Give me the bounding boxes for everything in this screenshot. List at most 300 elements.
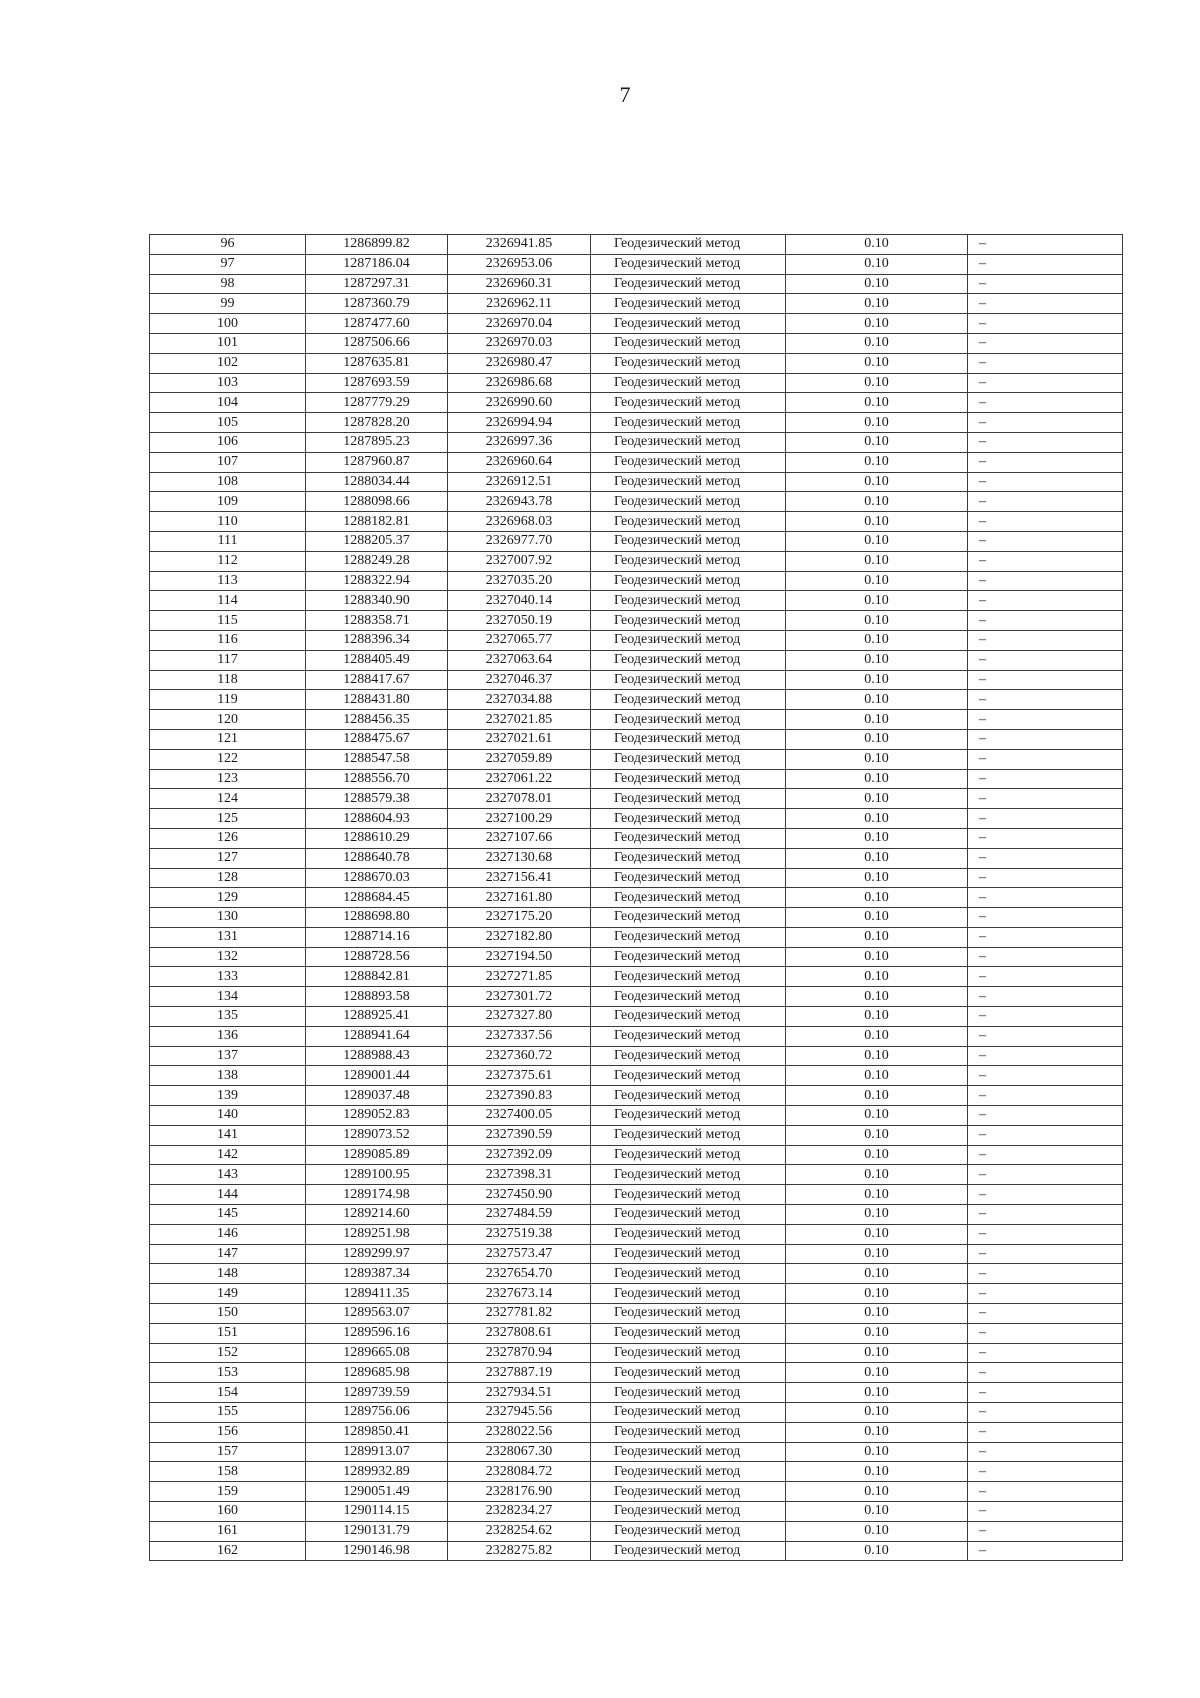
- y-coordinate-cell: 2327360.72: [448, 1046, 591, 1066]
- table-row: [150, 888, 1123, 908]
- accuracy-cell: 0.10: [786, 1244, 968, 1264]
- accuracy-cell: 0.10: [786, 274, 968, 294]
- x-coordinate-cell: 1286899.82: [306, 235, 448, 255]
- y-coordinate-cell: 2327375.61: [448, 1066, 591, 1086]
- point-number-cell: 159: [150, 1482, 306, 1502]
- accuracy-cell: 0.10: [786, 1304, 968, 1324]
- method-cell: Геодезический метод: [591, 492, 786, 512]
- note-cell: –: [968, 1244, 1123, 1264]
- y-coordinate-cell: 2326970.04: [448, 314, 591, 334]
- method-cell: Геодезический метод: [591, 294, 786, 314]
- y-coordinate-cell: 2327392.09: [448, 1145, 591, 1165]
- method-cell: Геодезический метод: [591, 452, 786, 472]
- note-cell: –: [968, 591, 1123, 611]
- x-coordinate-cell: 1288941.64: [306, 1026, 448, 1046]
- x-coordinate-cell: 1290131.79: [306, 1521, 448, 1541]
- y-coordinate-cell: 2326977.70: [448, 531, 591, 551]
- x-coordinate-cell: 1288893.58: [306, 987, 448, 1007]
- table-row: [150, 710, 1123, 730]
- note-cell: –: [968, 1205, 1123, 1225]
- accuracy-cell: 0.10: [786, 353, 968, 373]
- table-row: [150, 1462, 1123, 1482]
- y-coordinate-cell: 2328067.30: [448, 1442, 591, 1462]
- method-cell: Геодезический метод: [591, 235, 786, 255]
- method-cell: Геодезический метод: [591, 650, 786, 670]
- y-coordinate-cell: 2328176.90: [448, 1482, 591, 1502]
- point-number-cell: 147: [150, 1244, 306, 1264]
- point-number-cell: 125: [150, 809, 306, 829]
- method-cell: Геодезический метод: [591, 927, 786, 947]
- note-cell: –: [968, 749, 1123, 769]
- note-cell: –: [968, 1145, 1123, 1165]
- note-cell: –: [968, 888, 1123, 908]
- method-cell: Геодезический метод: [591, 1026, 786, 1046]
- method-cell: Геодезический метод: [591, 1482, 786, 1502]
- y-coordinate-cell: 2326962.11: [448, 294, 591, 314]
- table-row: [150, 650, 1123, 670]
- accuracy-cell: 0.10: [786, 908, 968, 928]
- x-coordinate-cell: 1288205.37: [306, 531, 448, 551]
- x-coordinate-cell: 1288322.94: [306, 571, 448, 591]
- x-coordinate-cell: 1288640.78: [306, 848, 448, 868]
- y-coordinate-cell: 2326941.85: [448, 235, 591, 255]
- point-number-cell: 126: [150, 828, 306, 848]
- x-coordinate-cell: 1289850.41: [306, 1422, 448, 1442]
- note-cell: –: [968, 531, 1123, 551]
- x-coordinate-cell: 1290051.49: [306, 1482, 448, 1502]
- note-cell: –: [968, 1125, 1123, 1145]
- x-coordinate-cell: 1288925.41: [306, 1007, 448, 1027]
- point-number-cell: 111: [150, 531, 306, 551]
- x-coordinate-cell: 1289073.52: [306, 1125, 448, 1145]
- x-coordinate-cell: 1288988.43: [306, 1046, 448, 1066]
- accuracy-cell: 0.10: [786, 1343, 968, 1363]
- y-coordinate-cell: 2327400.05: [448, 1106, 591, 1126]
- method-cell: Геодезический метод: [591, 1205, 786, 1225]
- accuracy-cell: 0.10: [786, 670, 968, 690]
- y-coordinate-cell: 2327934.51: [448, 1383, 591, 1403]
- table-row: [150, 1066, 1123, 1086]
- point-number-cell: 121: [150, 729, 306, 749]
- x-coordinate-cell: 1287297.31: [306, 274, 448, 294]
- point-number-cell: 122: [150, 749, 306, 769]
- x-coordinate-cell: 1288556.70: [306, 769, 448, 789]
- method-cell: Геодезический метод: [591, 1145, 786, 1165]
- method-cell: Геодезический метод: [591, 749, 786, 769]
- coordinates-table-body: [150, 235, 1123, 1561]
- point-number-cell: 162: [150, 1541, 306, 1561]
- accuracy-cell: 0.10: [786, 413, 968, 433]
- point-number-cell: 144: [150, 1185, 306, 1205]
- method-cell: Геодезический метод: [591, 1264, 786, 1284]
- method-cell: Геодезический метод: [591, 531, 786, 551]
- accuracy-cell: 0.10: [786, 432, 968, 452]
- note-cell: –: [968, 1026, 1123, 1046]
- method-cell: Геодезический метод: [591, 432, 786, 452]
- table-row: [150, 274, 1123, 294]
- x-coordinate-cell: 1288475.67: [306, 729, 448, 749]
- y-coordinate-cell: 2327194.50: [448, 947, 591, 967]
- y-coordinate-cell: 2327519.38: [448, 1224, 591, 1244]
- method-cell: Геодезический метод: [591, 630, 786, 650]
- table-row: [150, 769, 1123, 789]
- table-row: [150, 947, 1123, 967]
- method-cell: Геодезический метод: [591, 413, 786, 433]
- method-cell: Геодезический метод: [591, 789, 786, 809]
- note-cell: –: [968, 492, 1123, 512]
- note-cell: –: [968, 353, 1123, 373]
- point-number-cell: 105: [150, 413, 306, 433]
- note-cell: –: [968, 927, 1123, 947]
- y-coordinate-cell: 2326994.94: [448, 413, 591, 433]
- note-cell: –: [968, 254, 1123, 274]
- page-number: 7: [619, 82, 631, 107]
- accuracy-cell: 0.10: [786, 630, 968, 650]
- point-number-cell: 160: [150, 1502, 306, 1522]
- x-coordinate-cell: 1287779.29: [306, 393, 448, 413]
- point-number-cell: 133: [150, 967, 306, 987]
- table-row: [150, 927, 1123, 947]
- y-coordinate-cell: 2327870.94: [448, 1343, 591, 1363]
- point-number-cell: 134: [150, 987, 306, 1007]
- coordinates-table: [149, 234, 1123, 1561]
- accuracy-cell: 0.10: [786, 294, 968, 314]
- point-number-cell: 149: [150, 1284, 306, 1304]
- note-cell: –: [968, 1462, 1123, 1482]
- accuracy-cell: 0.10: [786, 1086, 968, 1106]
- table-row: [150, 1323, 1123, 1343]
- method-cell: Геодезический метод: [591, 1046, 786, 1066]
- table-row: [150, 373, 1123, 393]
- x-coordinate-cell: 1288547.58: [306, 749, 448, 769]
- table-row: [150, 1304, 1123, 1324]
- table-row: [150, 333, 1123, 353]
- table-row: [150, 1165, 1123, 1185]
- note-cell: –: [968, 1363, 1123, 1383]
- note-cell: –: [968, 373, 1123, 393]
- x-coordinate-cell: 1288340.90: [306, 591, 448, 611]
- y-coordinate-cell: 2327007.92: [448, 551, 591, 571]
- table-row: [150, 472, 1123, 492]
- table-row: [150, 1125, 1123, 1145]
- x-coordinate-cell: 1289214.60: [306, 1205, 448, 1225]
- accuracy-cell: 0.10: [786, 987, 968, 1007]
- table-row: [150, 1383, 1123, 1403]
- note-cell: –: [968, 789, 1123, 809]
- point-number-cell: 143: [150, 1165, 306, 1185]
- y-coordinate-cell: 2327161.80: [448, 888, 591, 908]
- x-coordinate-cell: 1289665.08: [306, 1343, 448, 1363]
- point-number-cell: 141: [150, 1125, 306, 1145]
- table-row: [150, 531, 1123, 551]
- x-coordinate-cell: 1288670.03: [306, 868, 448, 888]
- table-row: [150, 1482, 1123, 1502]
- x-coordinate-cell: 1288456.35: [306, 710, 448, 730]
- y-coordinate-cell: 2327673.14: [448, 1284, 591, 1304]
- table-row: [150, 393, 1123, 413]
- y-coordinate-cell: 2327061.22: [448, 769, 591, 789]
- note-cell: –: [968, 670, 1123, 690]
- x-coordinate-cell: 1289387.34: [306, 1264, 448, 1284]
- x-coordinate-cell: 1287186.04: [306, 254, 448, 274]
- point-number-cell: 97: [150, 254, 306, 274]
- method-cell: Геодезический метод: [591, 1541, 786, 1561]
- method-cell: Геодезический метод: [591, 1125, 786, 1145]
- y-coordinate-cell: 2327035.20: [448, 571, 591, 591]
- table-row: [150, 1264, 1123, 1284]
- method-cell: Геодезический метод: [591, 809, 786, 829]
- table-row: [150, 749, 1123, 769]
- point-number-cell: 99: [150, 294, 306, 314]
- point-number-cell: 112: [150, 551, 306, 571]
- accuracy-cell: 0.10: [786, 710, 968, 730]
- x-coordinate-cell: 1289299.97: [306, 1244, 448, 1264]
- note-cell: –: [968, 1502, 1123, 1522]
- x-coordinate-cell: 1289001.44: [306, 1066, 448, 1086]
- table-row: [150, 314, 1123, 334]
- point-number-cell: 124: [150, 789, 306, 809]
- point-number-cell: 140: [150, 1106, 306, 1126]
- y-coordinate-cell: 2327301.72: [448, 987, 591, 1007]
- x-coordinate-cell: 1288684.45: [306, 888, 448, 908]
- table-row: [150, 1086, 1123, 1106]
- point-number-cell: 127: [150, 848, 306, 868]
- accuracy-cell: 0.10: [786, 393, 968, 413]
- method-cell: Геодезический метод: [591, 967, 786, 987]
- x-coordinate-cell: 1288698.80: [306, 908, 448, 928]
- x-coordinate-cell: 1287360.79: [306, 294, 448, 314]
- x-coordinate-cell: 1289563.07: [306, 1304, 448, 1324]
- note-cell: –: [968, 1284, 1123, 1304]
- table-row: [150, 1224, 1123, 1244]
- table-row: [150, 670, 1123, 690]
- note-cell: –: [968, 1383, 1123, 1403]
- method-cell: Геодезический метод: [591, 848, 786, 868]
- note-cell: –: [968, 947, 1123, 967]
- accuracy-cell: 0.10: [786, 1007, 968, 1027]
- y-coordinate-cell: 2327175.20: [448, 908, 591, 928]
- point-number-cell: 118: [150, 670, 306, 690]
- method-cell: Геодезический метод: [591, 1323, 786, 1343]
- accuracy-cell: 0.10: [786, 690, 968, 710]
- table-row: [150, 492, 1123, 512]
- point-number-cell: 158: [150, 1462, 306, 1482]
- accuracy-cell: 0.10: [786, 1185, 968, 1205]
- method-cell: Геодезический метод: [591, 1343, 786, 1363]
- table-row: [150, 1244, 1123, 1264]
- x-coordinate-cell: 1288604.93: [306, 809, 448, 829]
- table-row: [150, 987, 1123, 1007]
- accuracy-cell: 0.10: [786, 1363, 968, 1383]
- point-number-cell: 123: [150, 769, 306, 789]
- x-coordinate-cell: 1287960.87: [306, 452, 448, 472]
- y-coordinate-cell: 2327046.37: [448, 670, 591, 690]
- table-row: [150, 809, 1123, 829]
- table-row: [150, 591, 1123, 611]
- table-row: [150, 512, 1123, 532]
- x-coordinate-cell: 1289596.16: [306, 1323, 448, 1343]
- note-cell: –: [968, 1046, 1123, 1066]
- table-row: [150, 848, 1123, 868]
- note-cell: –: [968, 1422, 1123, 1442]
- note-cell: –: [968, 235, 1123, 255]
- method-cell: Геодезический метод: [591, 947, 786, 967]
- y-coordinate-cell: 2327063.64: [448, 650, 591, 670]
- point-number-cell: 155: [150, 1403, 306, 1423]
- accuracy-cell: 0.10: [786, 848, 968, 868]
- point-number-cell: 154: [150, 1383, 306, 1403]
- table-row: [150, 452, 1123, 472]
- note-cell: –: [968, 987, 1123, 1007]
- method-cell: Геодезический метод: [591, 1066, 786, 1086]
- x-coordinate-cell: 1287895.23: [306, 432, 448, 452]
- y-coordinate-cell: 2328084.72: [448, 1462, 591, 1482]
- y-coordinate-cell: 2327021.85: [448, 710, 591, 730]
- accuracy-cell: 0.10: [786, 452, 968, 472]
- table-row: [150, 1046, 1123, 1066]
- accuracy-cell: 0.10: [786, 868, 968, 888]
- note-cell: –: [968, 1007, 1123, 1027]
- accuracy-cell: 0.10: [786, 1165, 968, 1185]
- accuracy-cell: 0.10: [786, 512, 968, 532]
- method-cell: Геодезический метод: [591, 373, 786, 393]
- point-number-cell: 107: [150, 452, 306, 472]
- x-coordinate-cell: 1289037.48: [306, 1086, 448, 1106]
- table-row: [150, 551, 1123, 571]
- y-coordinate-cell: 2327484.59: [448, 1205, 591, 1225]
- accuracy-cell: 0.10: [786, 967, 968, 987]
- point-number-cell: 102: [150, 353, 306, 373]
- note-cell: –: [968, 294, 1123, 314]
- point-number-cell: 109: [150, 492, 306, 512]
- x-coordinate-cell: 1288034.44: [306, 472, 448, 492]
- method-cell: Геодезический метод: [591, 1521, 786, 1541]
- table-row: [150, 1026, 1123, 1046]
- note-cell: –: [968, 512, 1123, 532]
- table-row: [150, 1185, 1123, 1205]
- accuracy-cell: 0.10: [786, 1066, 968, 1086]
- table-row: [150, 353, 1123, 373]
- table-row: [150, 571, 1123, 591]
- x-coordinate-cell: 1289251.98: [306, 1224, 448, 1244]
- y-coordinate-cell: 2326968.03: [448, 512, 591, 532]
- accuracy-cell: 0.10: [786, 551, 968, 571]
- accuracy-cell: 0.10: [786, 1125, 968, 1145]
- table-row: [150, 254, 1123, 274]
- accuracy-cell: 0.10: [786, 947, 968, 967]
- point-number-cell: 132: [150, 947, 306, 967]
- y-coordinate-cell: 2327390.83: [448, 1086, 591, 1106]
- note-cell: –: [968, 630, 1123, 650]
- method-cell: Геодезический метод: [591, 1086, 786, 1106]
- method-cell: Геодезический метод: [591, 868, 786, 888]
- y-coordinate-cell: 2327781.82: [448, 1304, 591, 1324]
- method-cell: Геодезический метод: [591, 769, 786, 789]
- method-cell: Геодезический метод: [591, 254, 786, 274]
- note-cell: –: [968, 1521, 1123, 1541]
- point-number-cell: 135: [150, 1007, 306, 1027]
- x-coordinate-cell: 1288405.49: [306, 650, 448, 670]
- table-row: [150, 1403, 1123, 1423]
- y-coordinate-cell: 2327065.77: [448, 630, 591, 650]
- point-number-cell: 137: [150, 1046, 306, 1066]
- table-row: [150, 868, 1123, 888]
- x-coordinate-cell: 1290146.98: [306, 1541, 448, 1561]
- method-cell: Геодезический метод: [591, 1304, 786, 1324]
- y-coordinate-cell: 2327398.31: [448, 1165, 591, 1185]
- x-coordinate-cell: 1288182.81: [306, 512, 448, 532]
- note-cell: –: [968, 729, 1123, 749]
- point-number-cell: 119: [150, 690, 306, 710]
- point-number-cell: 104: [150, 393, 306, 413]
- point-number-cell: 101: [150, 333, 306, 353]
- point-number-cell: 150: [150, 1304, 306, 1324]
- method-cell: Геодезический метод: [591, 987, 786, 1007]
- x-coordinate-cell: 1288249.28: [306, 551, 448, 571]
- note-cell: –: [968, 432, 1123, 452]
- method-cell: Геодезический метод: [591, 1403, 786, 1423]
- accuracy-cell: 0.10: [786, 1224, 968, 1244]
- note-cell: –: [968, 1541, 1123, 1561]
- x-coordinate-cell: 1288396.34: [306, 630, 448, 650]
- point-number-cell: 117: [150, 650, 306, 670]
- point-number-cell: 116: [150, 630, 306, 650]
- y-coordinate-cell: 2328022.56: [448, 1422, 591, 1442]
- method-cell: Геодезический метод: [591, 1383, 786, 1403]
- y-coordinate-cell: 2327390.59: [448, 1125, 591, 1145]
- method-cell: Геодезический метод: [591, 1284, 786, 1304]
- x-coordinate-cell: 1289756.06: [306, 1403, 448, 1423]
- table-row: [150, 1502, 1123, 1522]
- x-coordinate-cell: 1289913.07: [306, 1442, 448, 1462]
- method-cell: Геодезический метод: [591, 1422, 786, 1442]
- method-cell: Геодезический метод: [591, 393, 786, 413]
- method-cell: Геодезический метод: [591, 551, 786, 571]
- accuracy-cell: 0.10: [786, 1264, 968, 1284]
- table-row: [150, 729, 1123, 749]
- x-coordinate-cell: 1288579.38: [306, 789, 448, 809]
- accuracy-cell: 0.10: [786, 809, 968, 829]
- method-cell: Геодезический метод: [591, 353, 786, 373]
- table-row: [150, 413, 1123, 433]
- y-coordinate-cell: 2326912.51: [448, 472, 591, 492]
- method-cell: Геодезический метод: [591, 611, 786, 631]
- y-coordinate-cell: 2327271.85: [448, 967, 591, 987]
- accuracy-cell: 0.10: [786, 1323, 968, 1343]
- accuracy-cell: 0.10: [786, 314, 968, 334]
- note-cell: –: [968, 769, 1123, 789]
- accuracy-cell: 0.10: [786, 1205, 968, 1225]
- point-number-cell: 142: [150, 1145, 306, 1165]
- table-row: [150, 294, 1123, 314]
- note-cell: –: [968, 967, 1123, 987]
- point-number-cell: 156: [150, 1422, 306, 1442]
- accuracy-cell: 0.10: [786, 650, 968, 670]
- table-row: [150, 1106, 1123, 1126]
- point-number-cell: 136: [150, 1026, 306, 1046]
- accuracy-cell: 0.10: [786, 769, 968, 789]
- method-cell: Геодезический метод: [591, 314, 786, 334]
- accuracy-cell: 0.10: [786, 1482, 968, 1502]
- note-cell: –: [968, 333, 1123, 353]
- accuracy-cell: 0.10: [786, 1284, 968, 1304]
- note-cell: –: [968, 571, 1123, 591]
- table-row: [150, 1521, 1123, 1541]
- note-cell: –: [968, 848, 1123, 868]
- x-coordinate-cell: 1288358.71: [306, 611, 448, 631]
- accuracy-cell: 0.10: [786, 235, 968, 255]
- accuracy-cell: 0.10: [786, 927, 968, 947]
